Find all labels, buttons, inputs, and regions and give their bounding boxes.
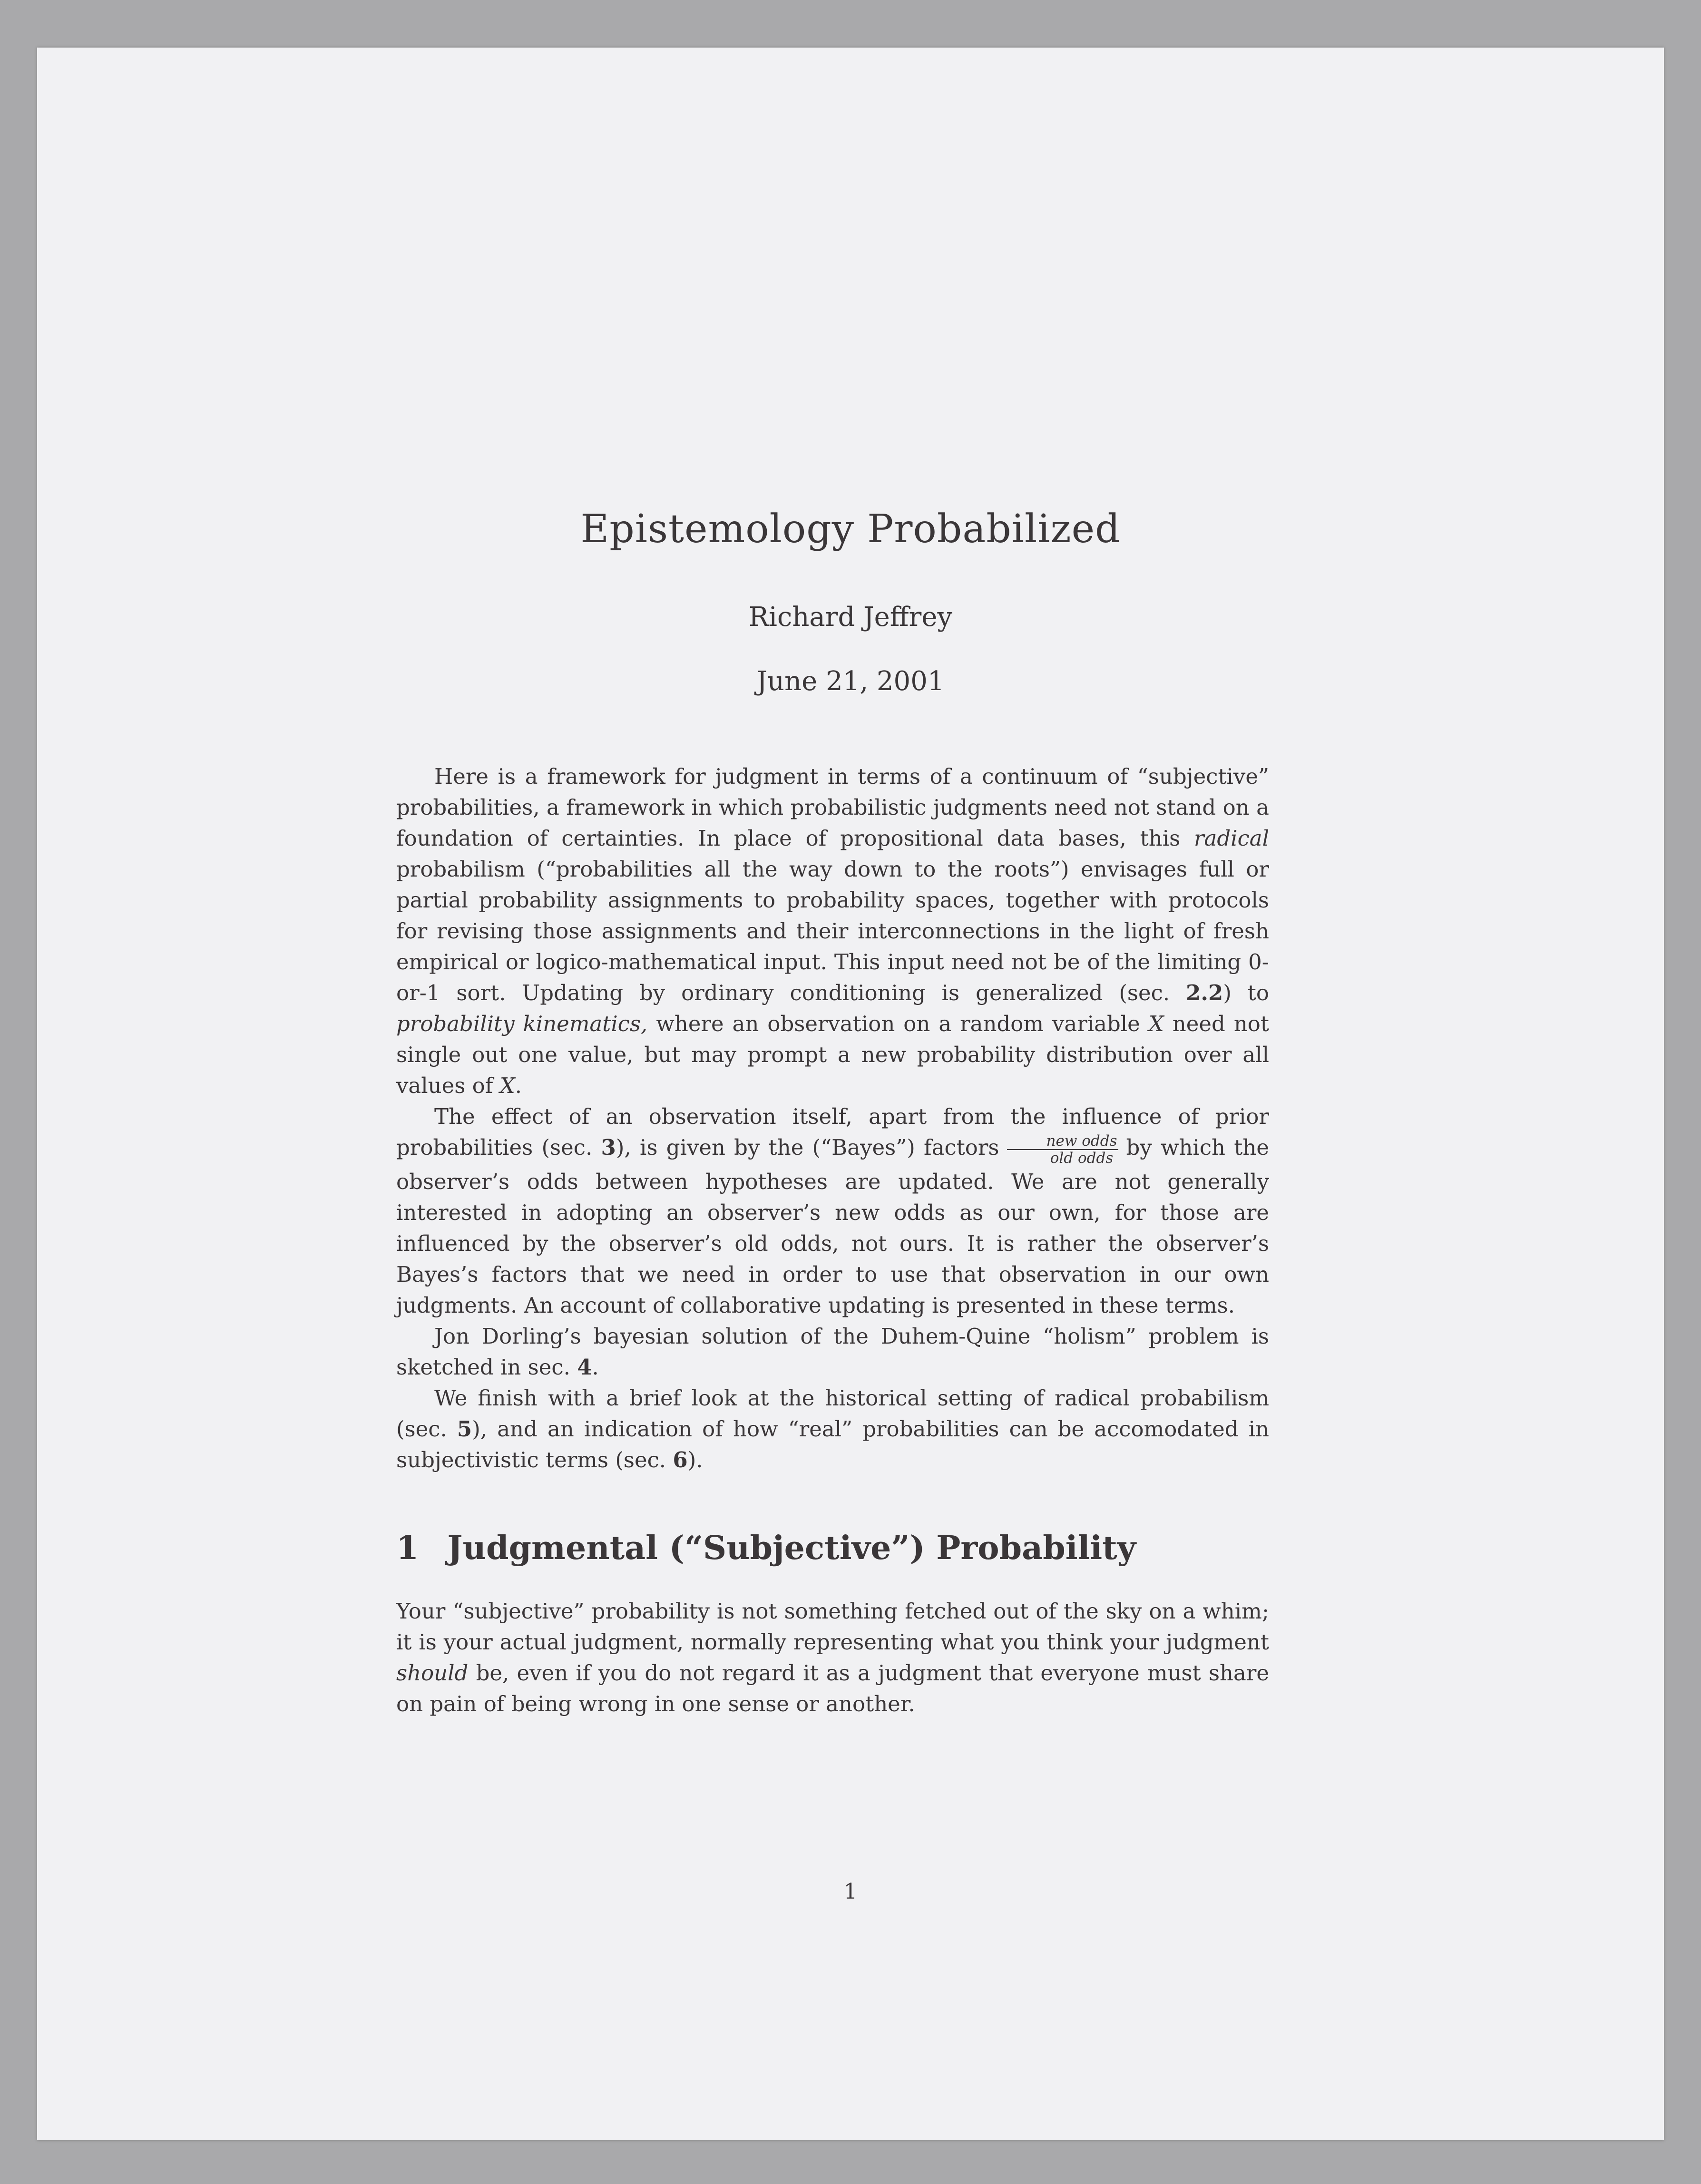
text-run: Your “subjective” probability is not something fetched out of the sky on a whim; it is your actual judgment, normally representing what you think your judgment	[396, 1599, 1269, 1655]
emphasis-text: should	[396, 1660, 469, 1686]
text-run: ), is given by the (“Bayes”) factors	[616, 1135, 999, 1160]
section-paragraph	[396, 1596, 1269, 1719]
abstract	[396, 761, 1269, 1475]
fraction-denominator: old odds	[1050, 1149, 1114, 1167]
text-run: where an observation on a random variable	[647, 1011, 1149, 1036]
text-run: ), and an indication of how “real” probabilities can be accomodated in subjectivistic terms (sec.	[396, 1416, 1270, 1472]
text-run: .	[592, 1354, 599, 1380]
text-run: ).	[687, 1447, 703, 1472]
abstract-paragraph-2	[396, 1101, 1269, 1321]
abstract-paragraph-3	[396, 1321, 1269, 1383]
emphasis-text: radical	[1194, 826, 1269, 851]
paper-title: Epistemology Probabilized	[580, 507, 1121, 552]
text-run: Jon Dorling’s bayesian solution of the Duhem-Quine “holism” problem is sketched in sec.	[396, 1323, 1269, 1380]
text-run: probabilism (“probabilities all the way down to the roots”) envisages full or partial probability assignments to probability spaces, together with protocols for revising those assignments and their interconnections in the light of fresh empirical or logico-mathematical input. This input need not be of the limiting 0-or-1 sort. Updating by ordinary conditioning is generalized (sec.	[396, 857, 1269, 1005]
text-run: by which the observer’s odds between hypotheses are updated. We are not generally interested in adopting an observer’s new odds as our own, for those are influenced by the observer’s old odds, not ours. It is rather the observer’s Bayes’s factors that we need in order to use that observation in our own judgments. An account of collaborative updating is presented in these terms.	[396, 1135, 1269, 1318]
text-run: need not single out one value, but may prompt a new probability distribution over all values of	[396, 1011, 1269, 1098]
text-run: Here is a framework for judgment in terms of a continuum of “subjective” probabilities, a framework in which probabilistic judgments need not stand on a foundation of certainties. In place of propositional data bases, this	[396, 764, 1269, 851]
text-run: .	[515, 1073, 522, 1098]
page-number: 1	[843, 1879, 858, 1904]
section-title: Judgmental (“Subjective”) Probability	[447, 1529, 1136, 1567]
emphasis-text: probability kinematics,	[396, 1011, 648, 1036]
section-reference: 2.2	[1186, 980, 1223, 1005]
math-variable: X	[1148, 1011, 1164, 1036]
paper-page	[37, 48, 1664, 2140]
section-reference: 3	[601, 1135, 616, 1160]
section-heading	[396, 1529, 1136, 1567]
text-run: We finish with a brief look at the historical setting of radical probabilism (sec.	[396, 1385, 1269, 1442]
section-number: 1	[396, 1529, 419, 1567]
text-run: The effect of an observation itself, apart from the influence of prior probabilities (sec.	[396, 1104, 1269, 1160]
abstract-paragraph-1	[396, 761, 1269, 1101]
math-variable: X	[499, 1073, 515, 1098]
abstract-paragraph-4	[396, 1383, 1269, 1475]
paper-date: June 21, 2001	[756, 666, 945, 697]
section-reference: 4	[577, 1354, 592, 1380]
text-run: ) to	[1223, 980, 1269, 1005]
fraction-numerator: new odds	[1007, 1133, 1119, 1150]
bayes-factor-fraction	[1007, 1133, 1119, 1166]
paper-author: Richard Jeffrey	[748, 602, 953, 633]
text-run: be, even if you do not regard it as a judgment that everyone must share on pain of being wrong in one sense or another.	[396, 1660, 1269, 1716]
section-reference: 5	[457, 1416, 472, 1442]
section-reference: 6	[673, 1447, 688, 1472]
